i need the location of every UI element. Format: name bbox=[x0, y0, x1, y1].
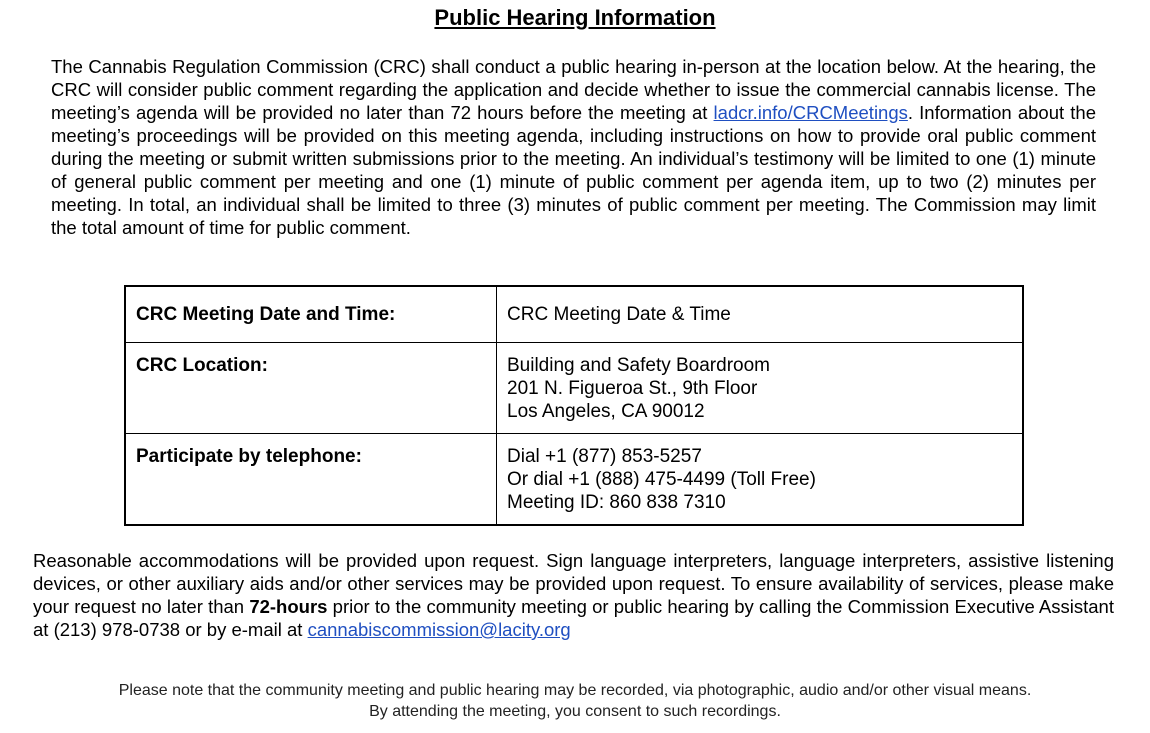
accommodations-paragraph bbox=[33, 549, 1114, 641]
recording-notice-line-1: Please note that the community meeting and public hearing may be recorded, via photographic, audio and/or other visual means. bbox=[118, 682, 1032, 699]
value-cell-location bbox=[497, 343, 1024, 434]
telephone-line-1: Dial +1 (877) 853-5257 bbox=[507, 446, 702, 467]
recording-notice-line-2: By attending the meeting, you consent to such recordings. bbox=[369, 703, 781, 720]
page-title: Public Hearing Information bbox=[434, 5, 716, 30]
recording-notice bbox=[0, 680, 1150, 722]
accommodations-bold-72-hours: 72-hours bbox=[249, 596, 328, 617]
intro-text-after-link: . Information about the meeting’s proceedings will be provided on this meeting agenda, including instructions on how to provide oral public comment during the meeting or submit written submissions prior to the meeting. An individual’s testimony will be limited to one (1) minute of general public comment per meeting and one (1) minute of public comment per agenda item, up to two (2) minutes per meeting. In total, an individual shall be limited to three (3) minutes of public comment per meeting. The Commission may limit the total amount of time for public comment. bbox=[51, 102, 1096, 238]
label-cell-date-time bbox=[125, 286, 497, 343]
accommodations-text-before-bold: Reasonable accommodations will be provided upon request. Sign language interpreters, language interpreters, assistive listening devices, or other auxiliary aids and/or other services may be provided upon request. To ensure availability of services, please make your request no later than bbox=[33, 550, 1114, 617]
table-row-location bbox=[125, 343, 1023, 434]
value-cell-telephone bbox=[497, 434, 1024, 526]
commission-email-link[interactable]: cannabiscommission@lacity.org bbox=[307, 619, 571, 640]
label-cell-location bbox=[125, 343, 497, 434]
value-date-time: CRC Meeting Date & Time bbox=[507, 304, 731, 325]
table-row-date-time bbox=[125, 286, 1023, 343]
intro-paragraph bbox=[51, 55, 1096, 239]
telephone-line-2: Or dial +1 (888) 475-4499 (Toll Free) bbox=[507, 469, 816, 490]
accommodations-text-after-bold: prior to the community meeting or public hearing by calling the Commission Executive Assistant at (213) 978-0738 or by e-mail at bbox=[33, 596, 1114, 640]
crc-meetings-link[interactable]: ladcr.info/CRCMeetings bbox=[713, 102, 908, 123]
label-date-time: CRC Meeting Date and Time: bbox=[136, 304, 396, 325]
label-cell-telephone bbox=[125, 434, 497, 526]
table-row-telephone bbox=[125, 434, 1023, 526]
location-line-2: 201 N. Figueroa St., 9th Floor bbox=[507, 378, 758, 399]
label-location: CRC Location: bbox=[136, 355, 268, 376]
meeting-info-table bbox=[124, 285, 1024, 526]
value-cell-date-time bbox=[497, 286, 1024, 343]
location-line-3: Los Angeles, CA 90012 bbox=[507, 401, 705, 422]
label-telephone: Participate by telephone: bbox=[136, 446, 362, 467]
intro-text-before-link: The Cannabis Regulation Commission (CRC) shall conduct a public hearing in-person at the location below. At the hearing, the CRC will consider public comment regarding the application and decide whether to issue the commercial cannabis license. The meeting’s agenda will be provided no later than 72 hours before the meeting at bbox=[51, 56, 1096, 123]
telephone-line-3: Meeting ID: 860 838 7310 bbox=[507, 492, 726, 513]
location-line-1: Building and Safety Boardroom bbox=[507, 355, 770, 376]
